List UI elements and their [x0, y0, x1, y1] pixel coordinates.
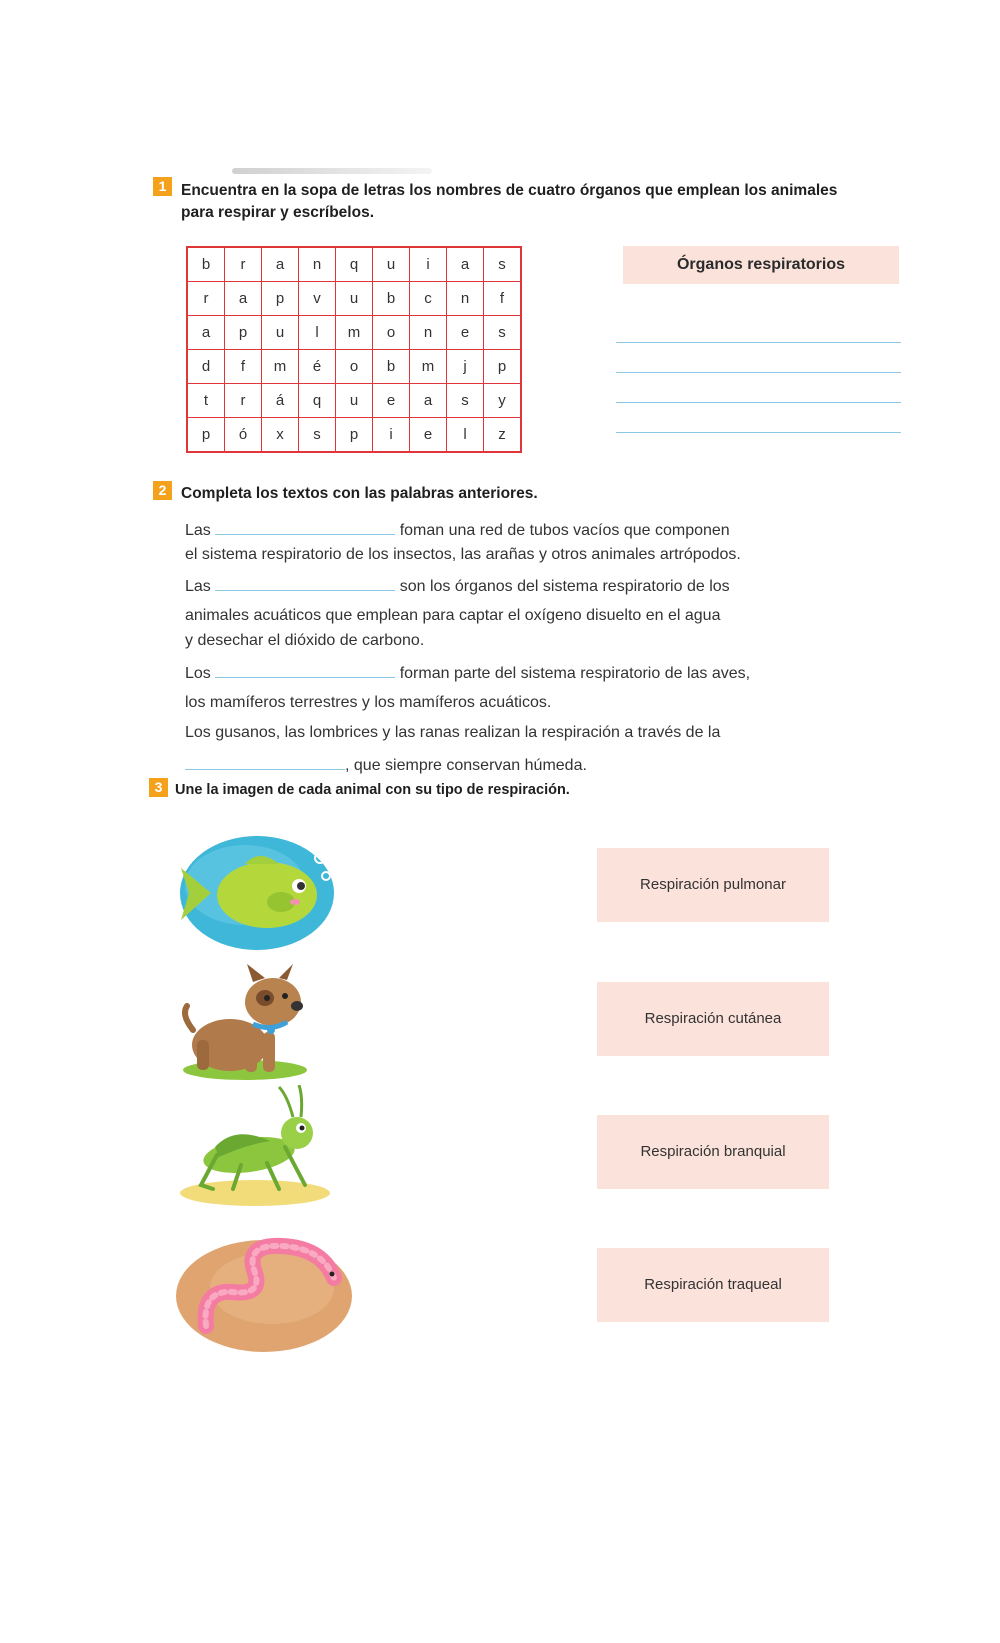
grid-cell[interactable]: f	[484, 282, 522, 316]
grid-cell[interactable]: l	[299, 316, 336, 350]
grid-cell[interactable]: a	[187, 316, 225, 350]
grid-row	[187, 247, 521, 282]
organ-answer-line[interactable]	[616, 432, 901, 433]
word-search-grid	[186, 246, 522, 453]
grid-cell[interactable]: o	[336, 350, 373, 384]
grasshopper-icon[interactable]	[175, 1085, 335, 1210]
grid-cell[interactable]: p	[225, 316, 262, 350]
exercise-1-instruction	[181, 180, 837, 224]
organ-answer-line[interactable]	[616, 372, 901, 373]
grid-row	[187, 418, 521, 453]
grid-cell[interactable]: q	[299, 384, 336, 418]
paragraph-1-line-2: el sistema respiratorio de los insectos, las arañas y otros animales artrópodos.	[185, 546, 741, 563]
paragraph-start: Las	[185, 522, 211, 539]
grid-cell[interactable]: n	[447, 282, 484, 316]
paragraph-2-line-3: y desechar el dióxido de carbono.	[185, 632, 425, 649]
grid-cell[interactable]: p	[484, 350, 522, 384]
grid-cell[interactable]: r	[225, 384, 262, 418]
organ-answer-line[interactable]	[616, 342, 901, 343]
grid-cell[interactable]: n	[410, 316, 447, 350]
grid-cell[interactable]: r	[225, 247, 262, 282]
option-pulmonary[interactable]: Respiración pulmonar	[597, 848, 829, 922]
grid-cell[interactable]: r	[187, 282, 225, 316]
grid-cell[interactable]: b	[373, 282, 410, 316]
grid-cell[interactable]: u	[373, 247, 410, 282]
paragraph-3-line-2: los mamíferos terrestres y los mamíferos acuáticos.	[185, 694, 552, 711]
paragraph-end: foman una red de tubos vacíos que componen	[399, 522, 730, 539]
grid-cell[interactable]: e	[410, 418, 447, 453]
grid-cell[interactable]: s	[484, 247, 522, 282]
fill-blank[interactable]	[185, 755, 345, 770]
grid-cell[interactable]: p	[262, 282, 299, 316]
grid-cell[interactable]: x	[262, 418, 299, 453]
grid-cell[interactable]: f	[225, 350, 262, 384]
grid-cell[interactable]: n	[299, 247, 336, 282]
grid-cell[interactable]: s	[299, 418, 336, 453]
grid-cell[interactable]: l	[447, 418, 484, 453]
grid-cell[interactable]: q	[336, 247, 373, 282]
grid-cell[interactable]: z	[484, 418, 522, 453]
grid-cell[interactable]: i	[410, 247, 447, 282]
fill-blank[interactable]	[215, 520, 395, 535]
grid-cell[interactable]: v	[299, 282, 336, 316]
grid-cell[interactable]: u	[336, 282, 373, 316]
grid-cell[interactable]: m	[336, 316, 373, 350]
paragraph-4-line-2	[185, 755, 587, 775]
paragraph-3-line-1	[185, 663, 750, 683]
grid-cell[interactable]: s	[447, 384, 484, 418]
grid-row	[187, 350, 521, 384]
grid-row	[187, 384, 521, 418]
fill-blank[interactable]	[215, 663, 395, 678]
paragraph-start: Las	[185, 578, 211, 595]
option-cutaneous[interactable]: Respiración cutánea	[597, 982, 829, 1056]
grid-cell[interactable]: o	[373, 316, 410, 350]
grid-cell[interactable]: y	[484, 384, 522, 418]
grid-cell[interactable]: a	[225, 282, 262, 316]
exercise-2-number: 2	[153, 481, 172, 500]
paragraph-start: Los	[185, 665, 211, 682]
organ-answer-line[interactable]	[616, 402, 901, 403]
grid-cell[interactable]: t	[187, 384, 225, 418]
paragraph-end: , que siempre conservan húmeda.	[345, 757, 587, 774]
paragraph-end: son los órganos del sistema respiratorio de los	[399, 578, 730, 595]
exercise-2-instruction: Completa los textos con las palabras anteriores.	[181, 485, 538, 502]
grid-cell[interactable]: d	[187, 350, 225, 384]
exercise-1-number: 1	[153, 177, 172, 196]
exercise-1-instruction-line2: para respirar y escríbelos.	[181, 204, 375, 221]
exercise-3-instruction: Une la imagen de cada animal con su tipo de respiración.	[175, 782, 570, 798]
paragraph-4-line-1: Los gusanos, las lombrices y las ranas realizan la respiración a través de la	[185, 724, 721, 741]
option-branchial[interactable]: Respiración branquial	[597, 1115, 829, 1189]
exercise-1-instruction-line1: Encuentra en la sopa de letras los nombres de cuatro órganos que emplean los animales	[181, 182, 838, 199]
fish-icon[interactable]	[175, 830, 340, 955]
grid-cell[interactable]: p	[336, 418, 373, 453]
grid-cell[interactable]: c	[410, 282, 447, 316]
grid-row	[187, 282, 521, 316]
grid-cell[interactable]: u	[262, 316, 299, 350]
exercise-3-number: 3	[149, 778, 168, 797]
top-shadow-bar	[232, 168, 432, 174]
grid-cell[interactable]: b	[187, 247, 225, 282]
paragraph-end: forman parte del sistema respiratorio de las aves,	[399, 665, 751, 682]
grid-cell[interactable]: a	[447, 247, 484, 282]
grid-cell[interactable]: á	[262, 384, 299, 418]
grid-cell[interactable]: m	[262, 350, 299, 384]
grid-cell[interactable]: j	[447, 350, 484, 384]
paragraph-2-line-2: animales acuáticos que emplean para captar el oxígeno disuelto en el agua	[185, 607, 721, 624]
paragraph-2-line-1	[185, 576, 730, 596]
grid-row	[187, 316, 521, 350]
dog-icon[interactable]	[175, 960, 310, 1085]
grid-cell[interactable]: i	[373, 418, 410, 453]
organs-header: Órganos respiratorios	[623, 246, 899, 284]
grid-cell[interactable]: u	[336, 384, 373, 418]
grid-cell[interactable]: e	[373, 384, 410, 418]
grid-cell[interactable]: b	[373, 350, 410, 384]
grid-cell[interactable]: é	[299, 350, 336, 384]
grid-cell[interactable]: ó	[225, 418, 262, 453]
worm-icon[interactable]	[172, 1230, 357, 1355]
grid-cell[interactable]: a	[262, 247, 299, 282]
grid-cell[interactable]: e	[447, 316, 484, 350]
option-tracheal[interactable]: Respiración traqueal	[597, 1248, 829, 1322]
grid-cell[interactable]: a	[410, 384, 447, 418]
paragraph-1-line-1	[185, 520, 730, 540]
fill-blank[interactable]	[215, 576, 395, 591]
grid-cell[interactable]: p	[187, 418, 225, 453]
grid-cell[interactable]: m	[410, 350, 447, 384]
grid-cell[interactable]: s	[484, 316, 522, 350]
